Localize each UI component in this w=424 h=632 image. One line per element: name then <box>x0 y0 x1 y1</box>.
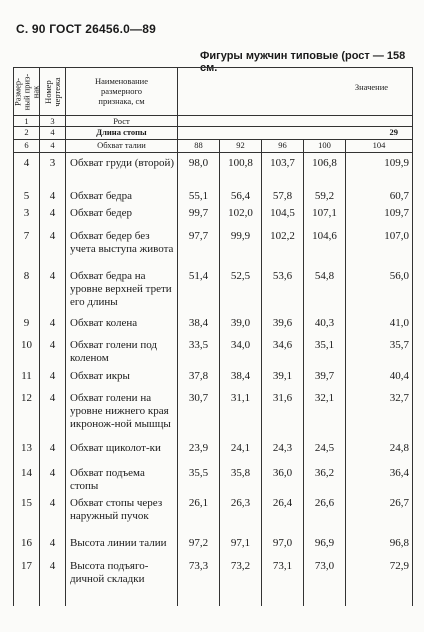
row-name: Обхват щиколот-ки <box>66 438 178 463</box>
row-value: 51,4 <box>178 266 220 313</box>
row-value: 72,9 <box>346 556 413 599</box>
row-name: Обхват подъема стопы <box>66 463 178 493</box>
row-sign-number: 16 <box>14 533 40 556</box>
waist-value: 92 <box>220 140 262 153</box>
row-sign-number: 8 <box>14 266 40 313</box>
row-value: 59,2 <box>304 186 346 203</box>
row-value: 35,7 <box>346 335 413 366</box>
row-value: 40,3 <box>304 313 346 335</box>
row-value: 35,5 <box>178 463 220 493</box>
table-row <box>14 493 413 533</box>
row-name: Обхват колена <box>66 313 178 335</box>
table-row <box>14 556 413 599</box>
foot-sign: 2 <box>14 127 40 140</box>
foot-name: Длина стопы <box>66 127 178 140</box>
row-value: 109,9 <box>346 153 413 186</box>
row-value: 36,0 <box>262 463 304 493</box>
row-value: 73,1 <box>262 556 304 599</box>
table-row <box>14 226 413 266</box>
row-value: 30,7 <box>178 388 220 438</box>
row-value: 96,9 <box>304 533 346 556</box>
table-row <box>14 533 413 556</box>
row-value: 33,5 <box>178 335 220 366</box>
row-value: 97,2 <box>178 533 220 556</box>
row-value: 53,6 <box>262 266 304 313</box>
row-value: 32,1 <box>304 388 346 438</box>
row-value: 39,6 <box>262 313 304 335</box>
row-value: 38,4 <box>220 366 262 388</box>
column-header-sign: Размер- ный приз- нак <box>14 68 40 116</box>
row-value: 103,7 <box>262 153 304 186</box>
table-row <box>14 186 413 203</box>
row-value: 41,0 <box>346 313 413 335</box>
row-value: 107,0 <box>346 226 413 266</box>
row-value: 73,0 <box>304 556 346 599</box>
row-value: 26,1 <box>178 493 220 533</box>
row-drawing-number: 4 <box>40 438 66 463</box>
row-name: Обхват икры <box>66 366 178 388</box>
table-row <box>14 335 413 366</box>
row-value: 35,1 <box>304 335 346 366</box>
waist-drawing: 4 <box>40 140 66 153</box>
row-value: 54,8 <box>304 266 346 313</box>
row-sign-number: 11 <box>14 366 40 388</box>
row-sign-number: 14 <box>14 463 40 493</box>
row-value: 31,1 <box>220 388 262 438</box>
waist-sign: 6 <box>14 140 40 153</box>
row-drawing-number: 4 <box>40 556 66 599</box>
row-value: 97,0 <box>262 533 304 556</box>
table-row <box>14 266 413 313</box>
waist-value: 88 <box>178 140 220 153</box>
row-value: 102,2 <box>262 226 304 266</box>
row-value: 26,4 <box>262 493 304 533</box>
measurements-table <box>13 67 413 606</box>
row-name: Обхват бедер <box>66 203 178 226</box>
row-name: Обхват бедра <box>66 186 178 203</box>
row-drawing-number: 4 <box>40 226 66 266</box>
row-name: Обхват бедер без учета выступа живота <box>66 226 178 266</box>
foot-drawing: 4 <box>40 127 66 140</box>
row-value: 39,0 <box>220 313 262 335</box>
row-sign-number: 17 <box>14 556 40 599</box>
foot-value: 29 <box>178 127 413 140</box>
table-row <box>14 388 413 438</box>
row-value: 39,7 <box>304 366 346 388</box>
row-value: 24,8 <box>346 438 413 463</box>
column-header-drawing: Номер чертежа <box>40 68 66 116</box>
row-drawing-number: 4 <box>40 493 66 533</box>
waist-value: 96 <box>262 140 304 153</box>
row-value: 52,5 <box>220 266 262 313</box>
table-row <box>14 203 413 226</box>
row-drawing-number: 4 <box>40 186 66 203</box>
table-row <box>14 366 413 388</box>
row-drawing-number: 4 <box>40 533 66 556</box>
table-title: Фигуры мужчин типовые (рост — 158 см. <box>200 50 406 74</box>
row-value: 60,7 <box>346 186 413 203</box>
row-drawing-number: 3 <box>40 153 66 186</box>
num-cell-3: Рост <box>66 116 178 127</box>
table-row <box>14 313 413 335</box>
table-row <box>14 153 413 186</box>
column-header-value: Значение <box>178 68 413 116</box>
row-value: 96,8 <box>346 533 413 556</box>
waist-value: 104 <box>346 140 413 153</box>
row-sign-number: 3 <box>14 203 40 226</box>
num-cell-2: 3 <box>40 116 66 127</box>
row-drawing-number: 4 <box>40 366 66 388</box>
row-value: 31,6 <box>262 388 304 438</box>
row-value: 38,4 <box>178 313 220 335</box>
row-value: 57,8 <box>262 186 304 203</box>
row-drawing-number: 4 <box>40 313 66 335</box>
row-value: 36,2 <box>304 463 346 493</box>
row-drawing-number: 4 <box>40 203 66 226</box>
row-value: 40,4 <box>346 366 413 388</box>
row-value: 35,8 <box>220 463 262 493</box>
row-value: 37,8 <box>178 366 220 388</box>
row-value: 104,6 <box>304 226 346 266</box>
row-value: 24,1 <box>220 438 262 463</box>
row-value: 26,6 <box>304 493 346 533</box>
row-sign-number: 7 <box>14 226 40 266</box>
column-header-name: Наименование размерного признака, см <box>66 68 178 116</box>
row-drawing-number: 4 <box>40 463 66 493</box>
row-name: Обхват бедра на уровне верхней трети его длины <box>66 266 178 313</box>
row-value: 56,4 <box>220 186 262 203</box>
row-value: 34,0 <box>220 335 262 366</box>
row-name: Высота линии талии <box>66 533 178 556</box>
row-value: 104,5 <box>262 203 304 226</box>
row-value: 34,6 <box>262 335 304 366</box>
row-sign-number: 15 <box>14 493 40 533</box>
row-name: Высота подъяго-дичной складки <box>66 556 178 599</box>
table-body <box>14 153 413 599</box>
row-value: 55,1 <box>178 186 220 203</box>
row-sign-number: 10 <box>14 335 40 366</box>
row-name: Обхват голени на уровне нижнего края икронож-ной мышцы <box>66 388 178 438</box>
row-value: 98,0 <box>178 153 220 186</box>
row-value: 99,9 <box>220 226 262 266</box>
row-drawing-number: 4 <box>40 266 66 313</box>
row-value: 106,8 <box>304 153 346 186</box>
row-value: 107,1 <box>304 203 346 226</box>
row-value: 24,3 <box>262 438 304 463</box>
row-value: 26,7 <box>346 493 413 533</box>
row-sign-number: 4 <box>14 153 40 186</box>
row-value: 36,4 <box>346 463 413 493</box>
row-sign-number: 13 <box>14 438 40 463</box>
row-value: 73,3 <box>178 556 220 599</box>
row-name: Обхват груди (второй) <box>66 153 178 186</box>
row-drawing-number: 4 <box>40 335 66 366</box>
table-row <box>14 463 413 493</box>
row-value: 99,7 <box>178 203 220 226</box>
row-value: 97,1 <box>220 533 262 556</box>
row-sign-number: 9 <box>14 313 40 335</box>
row-value: 109,7 <box>346 203 413 226</box>
row-value: 24,5 <box>304 438 346 463</box>
table-row <box>14 438 413 463</box>
row-sign-number: 12 <box>14 388 40 438</box>
row-value: 56,0 <box>346 266 413 313</box>
row-value: 26,3 <box>220 493 262 533</box>
row-value: 102,0 <box>220 203 262 226</box>
row-name: Обхват стопы через наружный пучок <box>66 493 178 533</box>
row-value: 39,1 <box>262 366 304 388</box>
waist-value: 100 <box>304 140 346 153</box>
row-value: 100,8 <box>220 153 262 186</box>
page-header: С. 90 ГОСТ 26456.0—89 <box>16 22 156 36</box>
num-cell-1: 1 <box>14 116 40 127</box>
row-name: Обхват голени под коленом <box>66 335 178 366</box>
row-value: 32,7 <box>346 388 413 438</box>
row-sign-number: 5 <box>14 186 40 203</box>
row-drawing-number: 4 <box>40 388 66 438</box>
row-value: 97,7 <box>178 226 220 266</box>
row-value: 23,9 <box>178 438 220 463</box>
row-value: 73,2 <box>220 556 262 599</box>
waist-name: Обхват талии <box>66 140 178 153</box>
